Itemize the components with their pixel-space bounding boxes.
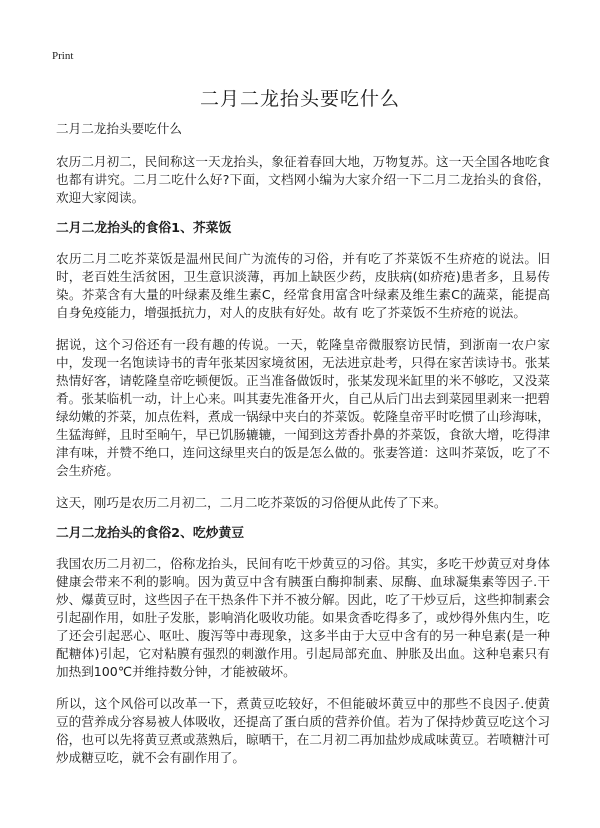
article-subtitle: 二月二龙抬头要吃什么	[56, 121, 182, 136]
section1-paragraph-3: 这天，刚巧是农历二月初二，二月二吃芥菜饭的习俗便从此传了下来。	[56, 495, 447, 510]
article-body	[56, 116, 550, 767]
section1-paragraph-2: 据说，这个习俗还有一段有趣的传说。一天，乾隆皇帝微服察访民情，到浙南一农户家中，发现一名饱读诗书的青年张某因家境贫困，无法进京赴考，只得在家苦读诗书。张某热情好客，请乾隆皇帝吃顿便饭。正当准备做饭时，张某发现米缸里的米不够吃，又没菜肴。张某临机一动，计上心来。叫其妻先准备开火，自己从后门出去到菜园里剥来一把碧绿幼嫩的芥菜，加点佐料，煮成一锅绿中夹白的芥菜饭。乾隆皇帝平时吃惯了山珍海味，生猛海鲜，且时至晌午，早已饥肠辘辘，一闻到这芳香扑鼻的芥菜饭，食欲大增，吃得津津有味，并赞不绝口，连问这绿里夹白的饭是怎么做的。张妻答道：这叫芥菜饭，吃了不会生疥疮。	[56, 337, 550, 478]
section-heading-1: 二月二龙抬头的食俗1、芥菜饭	[56, 221, 232, 236]
section1-paragraph-1: 农历二月二吃芥菜饭是温州民间广为流传的习俗，并有吃了芥菜饭不生疥疮的说法。旧时，老百姓生活贫困，卫生意识淡薄，再加上缺医少药，皮肤病(如疥疮)患者多，且易传染。芥菜含有大量的叶绿素及维生素C，经常食用富含叶绿素及维生素C的蔬菜，能提高自身免疫能力，增强抵抗力，对人的皮肤有好处。故有 吃了芥菜饭不生疥疮的说法。	[56, 251, 550, 320]
section2-paragraph-2: 所以，这个风俗可以改革一下，煮黄豆吃较好，不但能破坏黄豆中的那些不良因子.使黄豆的营养成分容易被人体吸收，还提高了蛋白质的营养价值。若为了保持炒黄豆吃这个习俗，也可以先将黄豆煮或蒸熟后，晾晒干，在二月初二再加盐炒成咸味黄豆。若喷糖汁可炒成糖豆吃，就不会有副作用了。	[56, 696, 550, 765]
intro-paragraph: 农历二月初二，民间称这一天龙抬头，象征着春回大地，万物复苏。这一天全国各地吃食也都有讲究。二月二吃什么好?下面，文档网小编为大家介绍一下二月二龙抬头的食俗，欢迎大家阅读。	[56, 154, 550, 205]
section-heading-2: 二月二龙抬头的食俗2、吃炒黄豆	[56, 526, 245, 541]
section2-paragraph-1: 我国农历二月初二，俗称龙抬头，民间有吃干炒黄豆的习俗。其实，多吃干炒黄豆对身体健康会带来不利的影响。因为黄豆中含有胰蛋白酶抑制素、尿酶、血球凝集素等因子.干炒、爆黄豆时，这些因子在干热条件下并不被分解。因此，吃了干炒豆后，这些抑制素会引起副作用，如肚子发胀，影响消化吸收功能。如果贪香吃得多了，或炒得外焦内生，吃了还会引起恶心、呕吐、腹泻等中毒现象，这多半由于大豆中含有的另一种皂素(是一种配糖体)引起，它对粘膜有强烈的刺激作用。引起局部充血、肿胀及出血。这种皂素只有加热到100℃并维持数分钟，才能被破坏。	[56, 556, 550, 679]
page-title: 二月二龙抬头要吃什么	[199, 88, 400, 110]
print-link[interactable]: Print	[52, 50, 74, 62]
